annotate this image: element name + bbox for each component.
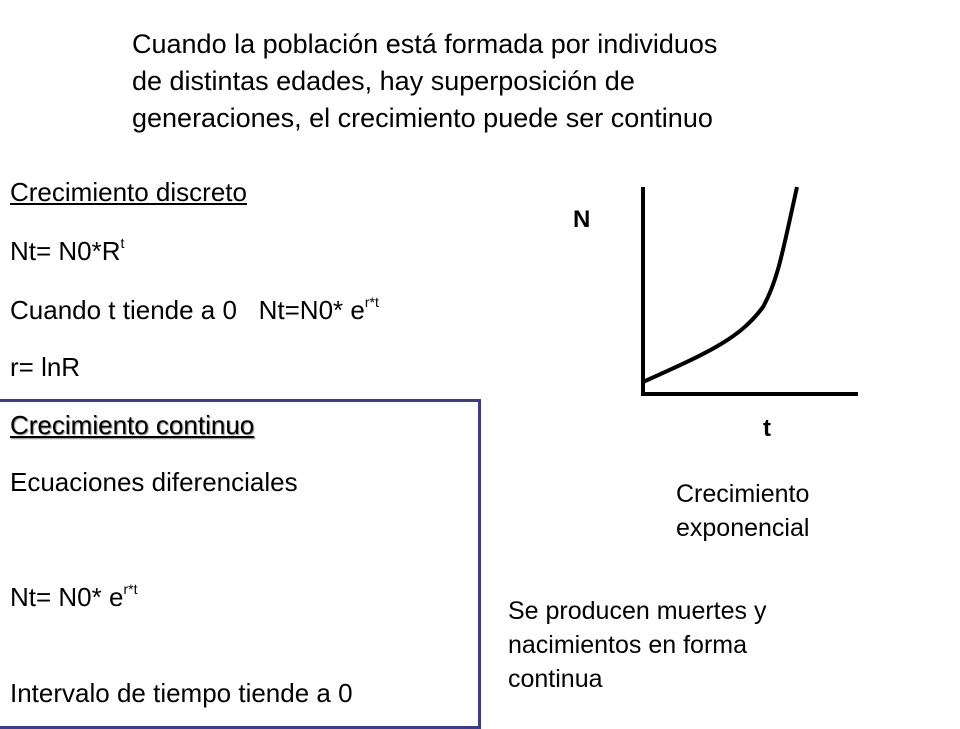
graph-caption-line-2: exponencial xyxy=(676,514,810,542)
note-line-3: continua xyxy=(508,665,603,693)
x-axis-label: t xyxy=(763,415,771,442)
continuo-line-1: Ecuaciones diferenciales xyxy=(10,467,298,497)
exponential-graph xyxy=(600,170,870,410)
discreto-eq1-exponent: t xyxy=(120,235,125,251)
continuo-eq-exponent: r*t xyxy=(123,581,138,597)
continuo-line-3: Intervalo de tiempo tiende a 0 xyxy=(10,678,353,708)
continuo-equation xyxy=(10,582,137,613)
discreto-eq2-exponent: r*t xyxy=(364,294,379,310)
intro-paragraph xyxy=(132,26,717,137)
note-paragraph xyxy=(508,594,766,696)
intro-line-3: generaciones, el crecimiento puede ser continuo xyxy=(132,103,713,133)
discreto-heading: Crecimiento discreto xyxy=(10,177,247,207)
intro-line-2: de distintas edades, hay superposición de xyxy=(132,66,635,96)
continuo-heading: Crecimiento continuo xyxy=(10,410,255,440)
discreto-equation-1 xyxy=(10,236,124,267)
discreto-equation-2 xyxy=(10,295,379,326)
continuo-eq-base: Nt= N0* e xyxy=(10,582,124,612)
intro-line-1: Cuando la población está formada por individuos xyxy=(132,29,718,59)
discreto-eq1-base: Nt= N0*R xyxy=(10,236,121,266)
graph-caption-line-1: Crecimiento xyxy=(676,480,810,508)
exponential-curve xyxy=(643,187,797,382)
discreto-equation-3: r= lnR xyxy=(10,352,81,382)
discreto-eq2-base: Cuando t tiende a 0 Nt=N0* e xyxy=(10,295,365,325)
note-line-1: Se producen muertes y xyxy=(508,597,767,625)
y-axis-label: N xyxy=(573,206,591,233)
graph-caption xyxy=(676,477,809,545)
note-line-2: nacimientos en forma xyxy=(508,631,748,659)
